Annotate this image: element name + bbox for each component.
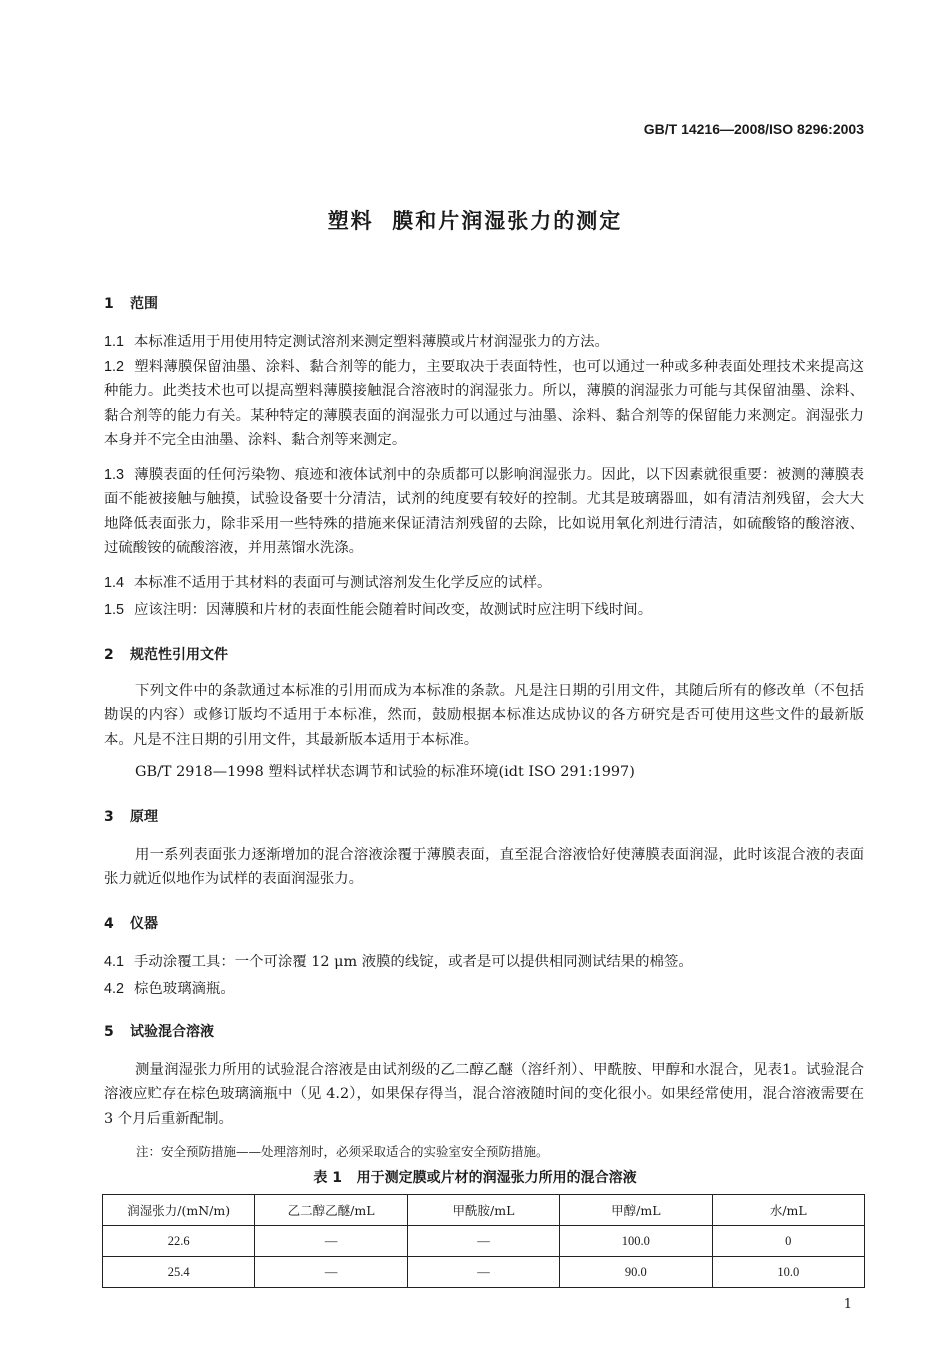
table-cell: — xyxy=(255,1257,407,1288)
page-number: 1 xyxy=(843,1297,852,1312)
clause-number: 4.2 xyxy=(104,981,125,997)
table-cell: — xyxy=(255,1226,407,1257)
section-heading-5 xyxy=(104,1021,214,1041)
clause-number: 1.4 xyxy=(104,575,125,591)
section-title: 试验混合溶液 xyxy=(130,1024,214,1040)
standard-code: GB/T 14216—2008/ISO 8296:2003 xyxy=(643,121,864,137)
section-number: 3 xyxy=(104,809,114,825)
table-header-cell: 润湿张力/(mN/m) xyxy=(103,1195,255,1226)
clause-1-1 xyxy=(104,330,864,354)
table-row xyxy=(103,1257,865,1288)
table-cell: — xyxy=(407,1226,559,1257)
table-cell: 25.4 xyxy=(103,1257,255,1288)
mixture-table xyxy=(102,1194,865,1288)
clause-number: 1.1 xyxy=(104,334,125,350)
table-cell: 100.0 xyxy=(560,1226,712,1257)
table-header-cell: 甲酰胺/mL xyxy=(407,1195,559,1226)
clause-1-2 xyxy=(104,355,864,452)
table-cell: 90.0 xyxy=(560,1257,712,1288)
section-title: 原理 xyxy=(130,809,158,825)
section-heading-3 xyxy=(104,806,158,826)
clause-4-1 xyxy=(104,950,864,974)
clause-text: 手动涂覆工具：一个可涂覆 12 μm 液膜的线锭，或者是可以提供相同测试结果的棉签。 xyxy=(134,954,693,970)
clause-number: 1.3 xyxy=(104,467,125,483)
clause-text: 塑料薄膜保留油墨、涂料、黏合剂等的能力，主要取决于表面特性，也可以通过一种或多种表面处理技术来提高这种能力。此类技术也可以提高塑料薄膜接触混合溶液时的润湿张力。所以，薄膜的润湿张力可能与其保留油墨、涂料、黏合剂等的能力有关。某种特定的薄膜表面的润湿张力可以通过与油墨、涂料、黏合剂等的保留能力来测定。润湿张力本身并不完全由油墨、涂料、黏合剂等来测定。 xyxy=(104,359,864,448)
safety-note: 注：安全预防措施——处理溶剂时，必须采取适合的实验室安全预防措施。 xyxy=(136,1144,549,1159)
clause-text: 本标准不适用于其材料的表面可与测试溶剂发生化学反应的试样。 xyxy=(134,575,552,591)
clause-1-4 xyxy=(104,571,864,595)
clause-number: 1.2 xyxy=(104,359,125,375)
clause-number: 1.5 xyxy=(104,602,125,618)
section-number: 1 xyxy=(104,296,114,312)
test-mixture-text: 测量润湿张力所用的试验混合溶液是由试剂级的乙二醇乙醚（溶纤剂）、甲酰胺、甲醇和水混合，见表1。试验混合溶液应贮存在棕色玻璃滴瓶中（见 4.2），如果保存得当，混合溶液随时间的变化很小。如果经常使用，混合溶液需要在 3 个月后重新配制。 xyxy=(104,1062,864,1127)
section-title: 仪器 xyxy=(130,916,158,932)
table-cell: 10.0 xyxy=(712,1257,864,1288)
clause-text: 本标准适用于用使用特定测试溶剂来测定塑料薄膜或片材润湿张力的方法。 xyxy=(134,334,609,350)
section-title: 规范性引用文件 xyxy=(130,647,228,663)
clause-text: 薄膜表面的任何污染物、痕迹和液体试剂中的杂质都可以影响润湿张力。因此，以下因素就很重要：被测的薄膜表面不能被接触与触摸，试验设备要十分清洁，试剂的纯度要有较好的控制。尤其是玻璃器皿，如有清洁剂残留，会大大地降低表面张力，除非采用一些特殊的措施来保证清洁剂残留的去除，比如说用氧化剂进行清洁，如硫酸铬的酸溶液、过硫酸铵的硫酸溶液，并用蒸馏水洗涤。 xyxy=(104,467,864,556)
clause-text: 应该注明：因薄膜和片材的表面性能会随着时间改变，故测试时应注明下线时间。 xyxy=(134,602,653,618)
table-caption: 表 1 用于测定膜或片材的润湿张力所用的混合溶液 xyxy=(313,1170,637,1186)
table-cell: 0 xyxy=(712,1226,864,1257)
section-number: 5 xyxy=(104,1024,114,1040)
section-heading-4 xyxy=(104,913,158,933)
clause-number: 4.1 xyxy=(104,954,125,970)
table-cell: — xyxy=(407,1257,559,1288)
section-number: 4 xyxy=(104,916,114,932)
section-heading-2 xyxy=(104,644,228,664)
section-number: 2 xyxy=(104,647,114,663)
clause-1-5 xyxy=(104,598,864,622)
clause-1-3 xyxy=(104,463,864,560)
table-header-cell: 甲醇/mL xyxy=(560,1195,712,1226)
principle-text: 用一系列表面张力逐渐增加的混合溶液涂覆于薄膜表面，直至混合溶液恰好使薄膜表面润湿，此时该混合液的表面张力就近似地作为试样的表面润湿张力。 xyxy=(104,847,864,888)
document-title: 塑料 膜和片润湿张力的测定 xyxy=(327,209,623,233)
table-row xyxy=(103,1226,865,1257)
clause-text: 棕色玻璃滴瓶。 xyxy=(134,981,235,997)
section-title: 范围 xyxy=(130,296,158,312)
table-header-row xyxy=(103,1195,865,1226)
table-header-cell: 乙二醇乙醚/mL xyxy=(255,1195,407,1226)
table-cell: 22.6 xyxy=(103,1226,255,1257)
clause-4-2 xyxy=(104,977,864,1001)
section-heading-1 xyxy=(104,293,158,313)
table-header-cell: 水/mL xyxy=(712,1195,864,1226)
normative-reference-item: GB/T 2918—1998 塑料试样状态调节和试验的标准环境(idt ISO 291:1997) xyxy=(135,764,635,780)
normative-references-text: 下列文件中的条款通过本标准的引用而成为本标准的条款。凡是注日期的引用文件，其随后所有的修改单（不包括勘误的内容）或修订版均不适用于本标准，然而，鼓励根据本标准达成协议的各方研究是否可使用这些文件的最新版本。凡是不注日期的引用文件，其最新版本适用于本标准。 xyxy=(104,683,864,748)
